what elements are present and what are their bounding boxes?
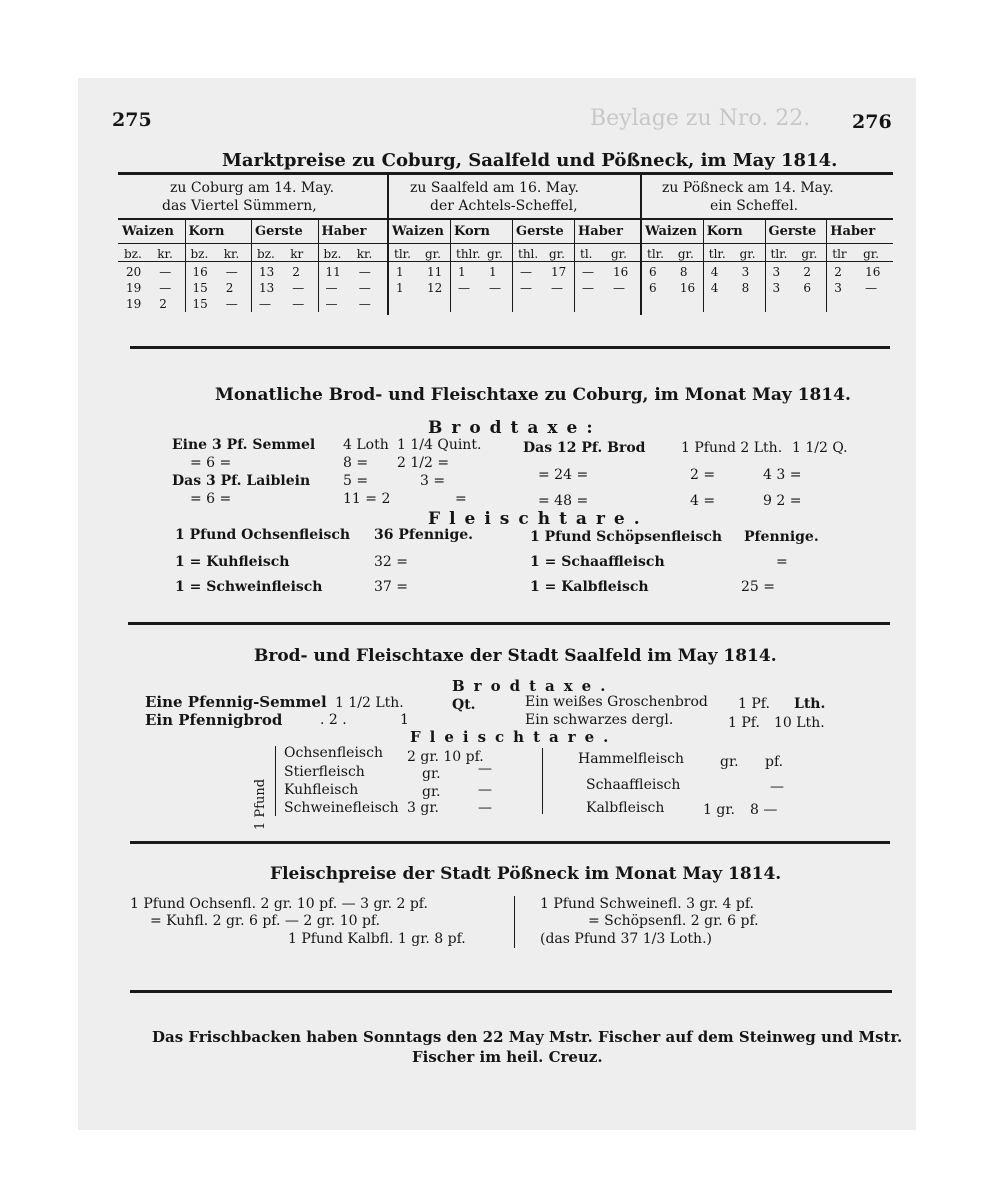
- coburg-brod-weight: 4 Loth: [343, 437, 389, 453]
- saalfeld-fleisch-price: gr.: [422, 766, 441, 782]
- saalfeld-price-cell: —: [582, 281, 594, 295]
- saalfeld-dash: —: [478, 800, 492, 816]
- saalfeld-header-line1: zu Saalfeld am 16. May.: [410, 180, 579, 196]
- coburg-fleisch-price: 37 =: [374, 579, 408, 595]
- saalfeld-fleisch-gr: gr.: [720, 754, 739, 770]
- coburg-fleisch-heading: Fleischtare.: [428, 509, 649, 529]
- coburg-price-cell: 19: [126, 281, 142, 295]
- coburg-price-cell: —: [159, 265, 172, 279]
- saalfeld-dash: —: [478, 782, 492, 798]
- saalfeld-qt-value: 1: [400, 712, 409, 728]
- saalfeld-brod-loth: Lth.: [794, 696, 826, 712]
- possneck-unit-label: gr.: [677, 247, 694, 261]
- market-top-rule: [118, 172, 893, 175]
- coburg-price-cell: 15: [192, 281, 208, 295]
- coburg-fleisch-price: 25 =: [741, 579, 775, 595]
- possneck-price-cell: 6: [649, 265, 657, 279]
- coburg-fleisch-price: 32 =: [374, 554, 408, 570]
- coburg-brod-item: = 24 =: [538, 467, 589, 483]
- page-number-left: 275: [112, 109, 152, 131]
- saalfeld-brod-item: Ein schwarzes dergl.: [525, 712, 674, 728]
- possneck-grain-divider: [826, 220, 827, 312]
- coburg-brod-weight: 11 = 2: [343, 491, 391, 507]
- saalfeld-price-cell: 17: [551, 265, 567, 279]
- saalfeld-column-separator: [542, 748, 543, 814]
- possneck-unit-label: gr.: [863, 247, 880, 261]
- market-grain-rule: [118, 243, 893, 244]
- coburg-price-cell: 20: [126, 265, 142, 279]
- saalfeld-price-cell: —: [613, 281, 625, 295]
- saalfeld-grain-header: Korn: [454, 224, 490, 239]
- possneck-unit-label: gr.: [739, 247, 756, 261]
- coburg-fleisch-item: 1 Pfund Ochsenfleisch: [175, 527, 351, 543]
- possneck-price-cell: 16: [679, 281, 696, 295]
- saalfeld-price-cell: —: [520, 265, 532, 279]
- saalfeld-brod-weight: . 2 .: [320, 712, 347, 728]
- coburg-price-cell: —: [325, 297, 338, 311]
- coburg-unit-label: kr.: [223, 247, 240, 261]
- saalfeld-price-cell: —: [458, 281, 470, 295]
- coburg-tax-bottom-rule: [128, 622, 890, 625]
- coburg-brod-item: Das 12 Pf. Brod: [523, 440, 646, 456]
- saalfeld-fleisch-pf: —: [770, 779, 784, 795]
- coburg-price-cell: —: [325, 281, 338, 295]
- market-unit-rule: [118, 261, 893, 262]
- coburg-brod-weight: 1 Pfund 2 Lth.: [681, 440, 783, 456]
- possneck-unit-label: gr.: [801, 247, 818, 261]
- coburg-grain-divider: [318, 220, 319, 312]
- coburg-unit-label: kr: [290, 247, 304, 261]
- possneck-grain-header: Korn: [706, 224, 743, 239]
- possneck-grain-header: Gerste: [768, 224, 817, 239]
- coburg-price-cell: —: [159, 281, 172, 295]
- saalfeld-grain-divider: [512, 220, 513, 312]
- saalfeld-price-cell: 1: [489, 265, 497, 279]
- coburg-brod-quint: 1 1/4 Quint.: [397, 437, 482, 453]
- coburg-price-cell: 2: [292, 265, 300, 279]
- possneck-line: 1 Pfund Kalbfl. 1 gr. 8 pf.: [288, 931, 466, 947]
- possneck-price-cell: 3: [834, 281, 842, 295]
- coburg-brod-item: Eine 3 Pf. Semmel: [172, 437, 316, 453]
- possneck-line: 1 Pfund Schweinefl. 3 gr. 4 pf.: [540, 896, 754, 912]
- possneck-grain-header: Haber: [830, 224, 876, 239]
- possneck-price-cell: —: [865, 281, 878, 295]
- coburg-price-cell: 15: [192, 297, 208, 311]
- possneck-price-cell: 8: [741, 281, 750, 295]
- saalfeld-brod-weight: 1 Pf.: [728, 715, 760, 731]
- coburg-grain-divider: [185, 220, 186, 312]
- coburg-unit-label: bz.: [124, 247, 142, 261]
- bleed-running-head: Beylage zu Nro. 22.: [590, 106, 811, 131]
- saalfeld-unit-label: thl.: [518, 247, 539, 261]
- possneck-header-line2: ein Scheffel.: [710, 198, 799, 214]
- page-number-right: 276: [852, 111, 892, 133]
- possneck-price-cell: 16: [865, 265, 881, 279]
- saalfeld-grain-header: Waizen: [392, 224, 444, 239]
- saalfeld-pfund-label: 1 Pfund: [253, 778, 268, 830]
- coburg-unit-label: kr.: [157, 247, 173, 261]
- market-title: Marktpreise zu Coburg, Saalfeld und Pößneck, im May 1814.: [222, 150, 838, 171]
- coburg-brod-item: = 48 =: [538, 493, 589, 509]
- coburg-brod-weight: 2 =: [690, 467, 716, 483]
- coburg-brod-weight: 4 =: [690, 493, 716, 509]
- possneck-grain-header: Waizen: [645, 224, 697, 239]
- saalfeld-price-cell: 1: [396, 265, 404, 279]
- saalfeld-fleisch-pf: 8 —: [750, 802, 778, 818]
- possneck-line: 1 Pfund Ochsenfl. 2 gr. 10 pf. — 3 gr. 2 pf.: [130, 896, 428, 912]
- market-city-separator-1: [387, 175, 389, 315]
- saalfeld-brod-weight: 1 Pf.: [738, 696, 770, 712]
- possneck-price-cell: 6: [803, 281, 812, 295]
- coburg-brod-quint: =: [455, 491, 467, 507]
- saalfeld-unit-label: gr.: [611, 247, 627, 261]
- possneck-price-cell: 3: [772, 281, 781, 295]
- saalfeld-price-cell: —: [582, 265, 594, 279]
- coburg-price-cell: 13: [259, 281, 275, 295]
- saalfeld-unit-label: gr.: [425, 247, 441, 261]
- coburg-fleisch-item: 1 = Kalbfleisch: [530, 579, 649, 595]
- coburg-price-cell: —: [292, 297, 305, 311]
- saalfeld-brod-item: Ein Pfennigbrod: [145, 711, 283, 729]
- saalfeld-fleisch-price: 2 gr. 10 pf.: [407, 749, 484, 765]
- coburg-price-cell: —: [225, 297, 238, 311]
- coburg-fleisch-price: =: [776, 554, 788, 570]
- market-bottom-rule: [130, 346, 890, 349]
- possneck-line: = Kuhfl. 2 gr. 6 pf. — 2 gr. 10 pf.: [150, 913, 381, 929]
- coburg-fleisch-item: 1 Pfund Schöpsenfleisch: [530, 529, 723, 545]
- possneck-tax-title: Fleischpreise der Stadt Pößneck im Monat May 1814.: [270, 864, 782, 884]
- coburg-price-cell: —: [358, 297, 371, 311]
- coburg-brod-heading: Brodtaxe:: [428, 418, 602, 438]
- possneck-price-cell: 6: [649, 281, 657, 295]
- coburg-unit-label: bz.: [190, 247, 209, 261]
- saalfeld-fleisch-item: Kuhfleisch: [284, 782, 359, 798]
- saalfeld-price-cell: 12: [427, 281, 443, 295]
- saalfeld-dash: —: [478, 761, 492, 777]
- possneck-price-cell: 3: [741, 265, 750, 279]
- coburg-header-line2: das Viertel Sümmern,: [162, 198, 317, 214]
- saalfeld-fleisch-item: Kalbfleisch: [586, 800, 665, 816]
- possneck-unit-label: tlr.: [647, 247, 664, 261]
- coburg-unit-label: bz.: [257, 247, 275, 261]
- coburg-price-cell: —: [292, 281, 305, 295]
- possneck-column-separator: [514, 896, 515, 948]
- saalfeld-tax-title: Brod- und Fleischtaxe der Stadt Saalfeld im May 1814.: [254, 646, 777, 666]
- coburg-price-cell: 2: [225, 281, 234, 295]
- saalfeld-price-cell: 1: [396, 281, 404, 295]
- coburg-header-line1: zu Coburg am 14. May.: [170, 180, 335, 196]
- saalfeld-grain-divider: [574, 220, 575, 312]
- saalfeld-unit-label: thlr.: [456, 247, 481, 261]
- saalfeld-fleisch-price: 3 gr.: [407, 800, 439, 816]
- possneck-price-cell: 2: [834, 265, 842, 279]
- possneck-line: = Schöpsenfl. 2 gr. 6 pf.: [588, 913, 759, 929]
- coburg-grain-header: Haber: [321, 224, 367, 239]
- coburg-fleisch-item: 1 = Schweinfleisch: [175, 579, 323, 595]
- possneck-unit-label: tlr.: [708, 247, 726, 261]
- market-header-rule: [118, 218, 893, 220]
- saalfeld-fleisch-gr: 1 gr.: [703, 802, 735, 818]
- coburg-price-cell: —: [259, 297, 271, 311]
- saalfeld-price-cell: 1: [458, 265, 466, 279]
- possneck-grain-divider: [765, 220, 766, 312]
- coburg-brod-quint: 3 =: [420, 473, 446, 489]
- coburg-price-cell: 16: [192, 265, 208, 279]
- saalfeld-grain-header: Gerste: [516, 224, 564, 239]
- possneck-price-cell: 2: [803, 265, 812, 279]
- saalfeld-price-cell: 16: [613, 265, 629, 279]
- coburg-brod-item: = 6 =: [190, 491, 232, 507]
- coburg-brod-quint: 2 1/2 =: [397, 455, 450, 471]
- saalfeld-fleisch-item: Stierfleisch: [284, 764, 365, 780]
- coburg-brod-weight: 8 =: [343, 455, 369, 471]
- possneck-bottom-rule: [130, 990, 892, 993]
- coburg-grain-header: Waizen: [122, 224, 174, 239]
- saalfeld-grain-header: Haber: [578, 224, 623, 239]
- possneck-unit-label: tlr.: [770, 247, 788, 261]
- saalfeld-fleisch-heading: Fleischtare.: [410, 728, 618, 746]
- possneck-line: (das Pfund 37 1/3 Loth.): [540, 931, 712, 947]
- coburg-brod-quint: 9 2 =: [763, 493, 802, 509]
- market-city-separator-2: [640, 175, 642, 315]
- saalfeld-header-line2: der Achtels-Scheffel,: [430, 198, 578, 214]
- saalfeld-price-cell: 11: [427, 265, 443, 279]
- coburg-fleisch-price: 36 Pfennige.: [374, 527, 474, 543]
- saalfeld-fleisch-price: gr.: [422, 784, 441, 800]
- coburg-brod-quint: 4 3 =: [763, 467, 802, 483]
- saalfeld-brod-item: Ein weißes Groschenbrod: [525, 694, 708, 710]
- coburg-price-cell: 13: [259, 265, 275, 279]
- coburg-fleisch-item: 1 = Schaaffleisch: [530, 554, 665, 570]
- possneck-header-line1: zu Pößneck am 14. May.: [662, 180, 834, 196]
- coburg-price-cell: —: [358, 281, 371, 295]
- saalfeld-price-cell: —: [489, 281, 501, 295]
- possneck-unit-label: tlr: [832, 247, 847, 261]
- saalfeld-fleisch-item: Schweinefleisch: [284, 800, 399, 816]
- possneck-grain-divider: [703, 220, 704, 312]
- coburg-grain-header: Gerste: [255, 224, 303, 239]
- saalfeld-brod-weight: 1 1/2 Lth.: [335, 695, 404, 711]
- possneck-price-cell: 4: [710, 281, 719, 295]
- saalfeld-brod-item: Eine Pfennig-Semmel: [145, 693, 327, 711]
- saalfeld-fleisch-item: Schaaffleisch: [586, 777, 681, 793]
- saalfeld-unit-label: tl.: [580, 247, 593, 261]
- coburg-brod-item: Das 3 Pf. Laiblein: [172, 473, 311, 489]
- footer-line-1: Das Frischbacken haben Sonntags den 22 May Mstr. Fischer auf dem Steinweg und Mstr.: [152, 1028, 903, 1046]
- saalfeld-brod-heading: Brodtaxe.: [452, 677, 615, 695]
- saalfeld-fleisch-pf: pf.: [765, 754, 784, 770]
- coburg-brod-quint: 1 1/2 Q.: [792, 440, 848, 456]
- possneck-price-cell: 8: [679, 265, 688, 279]
- coburg-price-cell: —: [358, 265, 371, 279]
- saalfeld-fleisch-item: Ochsenfleisch: [284, 745, 383, 761]
- coburg-price-cell: 19: [126, 297, 142, 311]
- saalfeld-unit-label: gr.: [487, 247, 503, 261]
- saalfeld-fleisch-item: Hammelfleisch: [578, 751, 685, 767]
- saalfeld-brod-loth: 10 Lth.: [774, 715, 825, 731]
- coburg-price-cell: 11: [325, 265, 341, 279]
- coburg-grain-divider: [251, 220, 252, 312]
- possneck-price-cell: 3: [772, 265, 781, 279]
- saalfeld-unit-label: gr.: [549, 247, 565, 261]
- coburg-tax-title: Monatliche Brod- und Fleischtaxe zu Coburg, im Monat May 1814.: [215, 385, 851, 405]
- coburg-unit-label: bz.: [323, 247, 342, 261]
- saalfeld-unit-label: tlr.: [394, 247, 411, 261]
- coburg-unit-label: kr.: [356, 247, 373, 261]
- saalfeld-grain-divider: [450, 220, 451, 312]
- coburg-brod-item: = 6 =: [190, 455, 232, 471]
- saalfeld-pfund-bracket: [275, 746, 276, 816]
- coburg-fleisch-item: 1 = Kuhfleisch: [175, 554, 290, 570]
- coburg-brod-weight: 5 =: [343, 473, 369, 489]
- possneck-price-cell: 4: [710, 265, 719, 279]
- coburg-price-cell: —: [225, 265, 238, 279]
- coburg-fleisch-price: Pfennige.: [744, 529, 819, 545]
- coburg-price-cell: 2: [159, 297, 167, 311]
- saalfeld-qt-label: Qt.: [452, 697, 476, 713]
- saalfeld-price-cell: —: [520, 281, 532, 295]
- coburg-grain-header: Korn: [188, 224, 225, 239]
- saalfeld-tax-bottom-rule: [130, 841, 890, 844]
- saalfeld-price-cell: —: [551, 281, 563, 295]
- footer-line-2: Fischer im heil. Creuz.: [412, 1048, 603, 1066]
